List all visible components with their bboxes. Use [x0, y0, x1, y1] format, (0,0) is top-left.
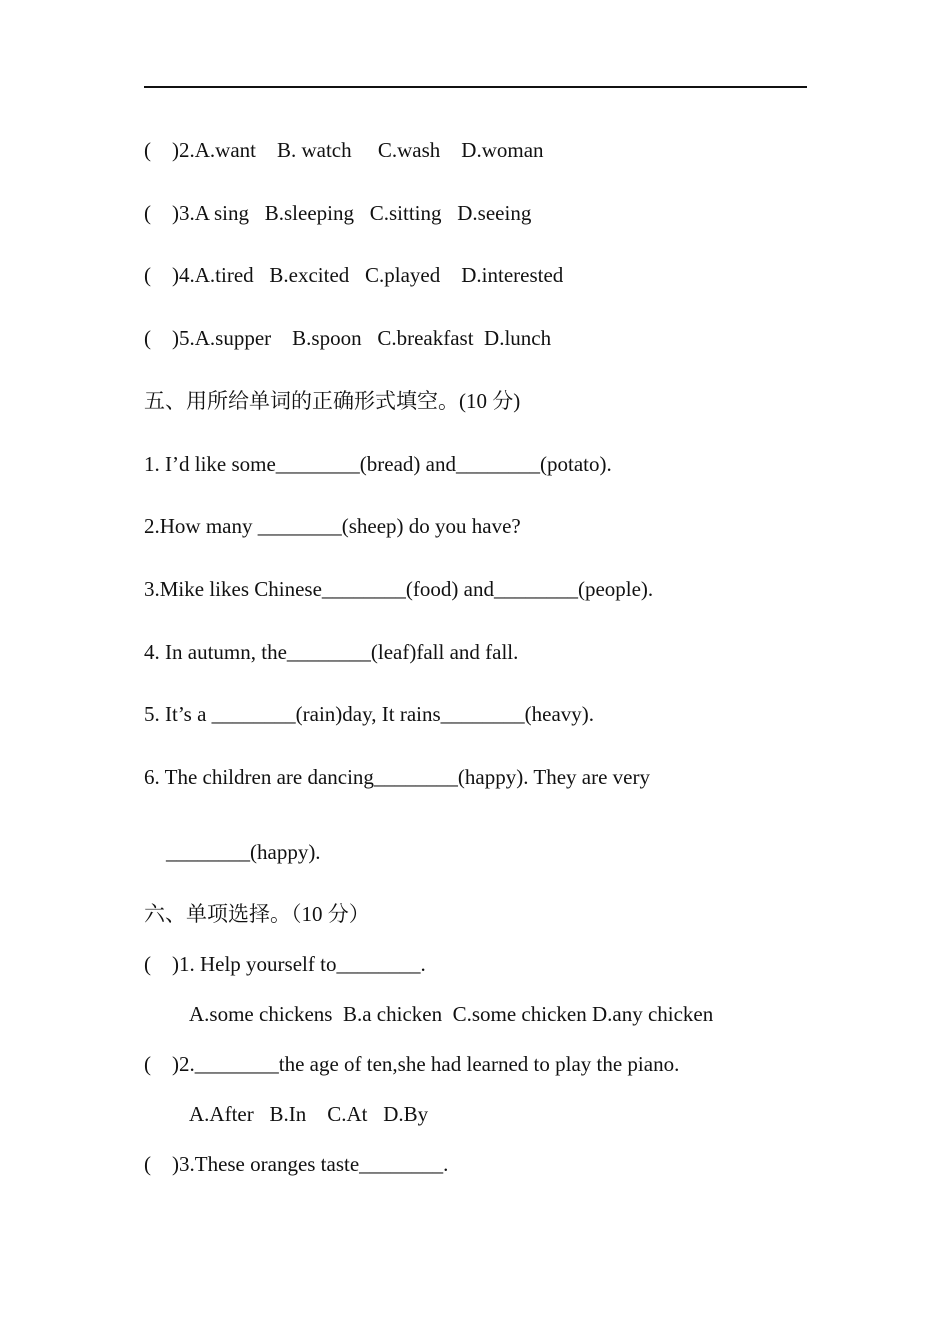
section-6-heading: 六、单项选择。（10 分）: [144, 902, 370, 926]
question-4-2: ( )2.A.want B. watch C.wash D.woman: [144, 138, 544, 162]
question-5-5: 5. It’s a ________(rain)day, It rains________(heavy).: [144, 702, 595, 726]
question-5-3: 3.Mike likes Chinese________(food) and________(people).: [144, 577, 654, 601]
question-6-1-options: A.some chickens B.a chicken C.some chicken D.any chicken: [189, 1002, 714, 1026]
question-6-2: ( )2.________the age of ten,she had learned to play the piano.: [144, 1052, 680, 1076]
question-6-2-options: A.After B.In C.At D.By: [189, 1102, 429, 1126]
question-5-1: 1. I’d like some________(bread) and________(potato).: [144, 452, 612, 476]
question-4-3: ( )3.A sing B.sleeping C.sitting D.seeing: [144, 201, 532, 225]
question-6-1: ( )1. Help yourself to________.: [144, 952, 426, 976]
question-4-4: ( )4.A.tired B.excited C.played D.interested: [144, 263, 564, 287]
question-6-3: ( )3.These oranges taste________.: [144, 1152, 449, 1176]
question-5-6: 6. The children are dancing________(happy). They are very: [144, 765, 650, 789]
question-5-6-continuation: ________(happy).: [166, 840, 321, 864]
question-4-5: ( )5.A.supper B.spoon C.breakfast D.lunch: [144, 326, 552, 350]
section-5-heading: 五、用所给单词的正确形式填空。(10 分): [144, 389, 521, 413]
question-5-2: 2.How many ________(sheep) do you have?: [144, 514, 521, 538]
header-rule: [144, 86, 807, 88]
question-5-4: 4. In autumn, the________(leaf)fall and fall.: [144, 640, 519, 664]
